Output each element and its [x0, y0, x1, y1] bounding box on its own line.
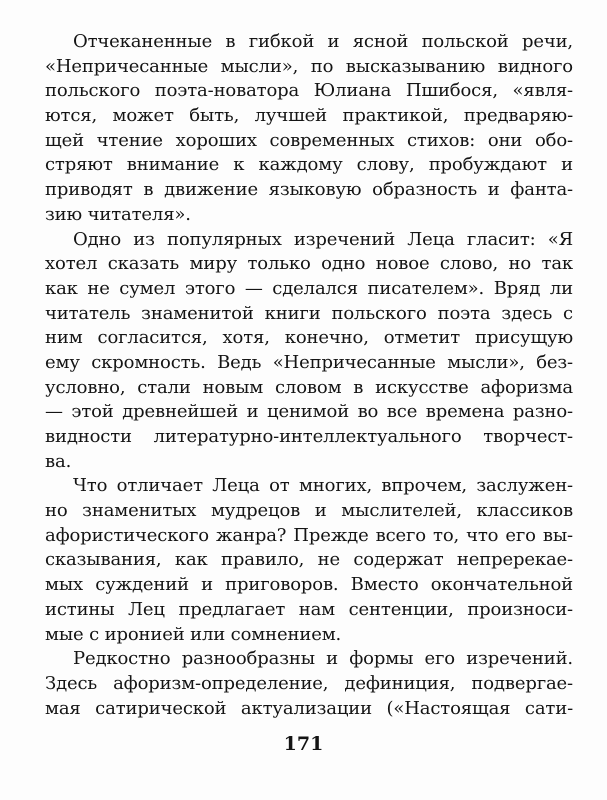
text-line: Здесь афоризм-определение, дефиниция, подвергае-	[45, 672, 573, 694]
page-number: 171	[283, 733, 324, 755]
text-line: ним согласится, хотя, конечно, отметит присущую	[45, 327, 573, 349]
text-line: афористического жанра? Прежде всего то, что его вы-	[45, 524, 573, 546]
text-line: мая сатирической актуализации («Настоящая сати-	[45, 697, 573, 719]
text-line: «Непричесанные мысли», по высказыванию видного	[45, 55, 573, 77]
text-line: ются, может быть, лучшей практикой, предваряю-	[45, 105, 573, 127]
text-line: истины Лец предлагает нам сентенции, произноси-	[45, 598, 573, 620]
text-line: зию читателя».	[45, 203, 191, 225]
text-line: Редкостно разнообразны и формы его изречений.	[73, 648, 573, 670]
text-line: сказывания, как правило, не содержат непререкае-	[45, 549, 573, 571]
text-line: мые с иронией или сомнением.	[45, 623, 342, 645]
text-line: щей чтение хороших современных стихов: они обо-	[45, 129, 573, 151]
text-line: условно, стали новым словом в искусстве афоризма	[45, 376, 573, 398]
text-line: читатель знаменитой книги польского поэта здесь с	[45, 302, 573, 324]
text-line: Отчеканенные в гибкой и ясной польской речи,	[73, 31, 573, 52]
body-text	[45, 30, 573, 721]
text-line: ему скромность. Ведь «Непричесанные мысли», без-	[45, 351, 573, 373]
text-line: ва.	[45, 450, 72, 472]
text-line: Одно из популярных изречений Леца гласит: «Я	[73, 228, 573, 250]
text-line: — этой древнейшей и ценимой во все времена разно-	[45, 401, 573, 423]
text-line: польского поэта-новатора Юлиана Пшибося, «явля-	[45, 80, 573, 102]
text-line: Что отличает Леца от многих, впрочем, заслужен-	[73, 475, 573, 497]
text-line: как не сумел этого — сделался писателем». Вряд ли	[45, 277, 573, 299]
text-line: стряют внимание к каждому слову, пробуждают и	[45, 154, 573, 176]
text-line: хотел сказать миру только одно новое слово, но так	[45, 253, 573, 275]
text-line: приводят в движение языковую образность и фанта-	[45, 179, 573, 201]
text-line: но знаменитых мудрецов и мыслителей, классиков	[45, 500, 573, 522]
text-line: мых суждений и приговоров. Вместо окончательной	[45, 574, 573, 596]
text-line: видности литературно-интеллектуального творчест-	[45, 426, 573, 447]
